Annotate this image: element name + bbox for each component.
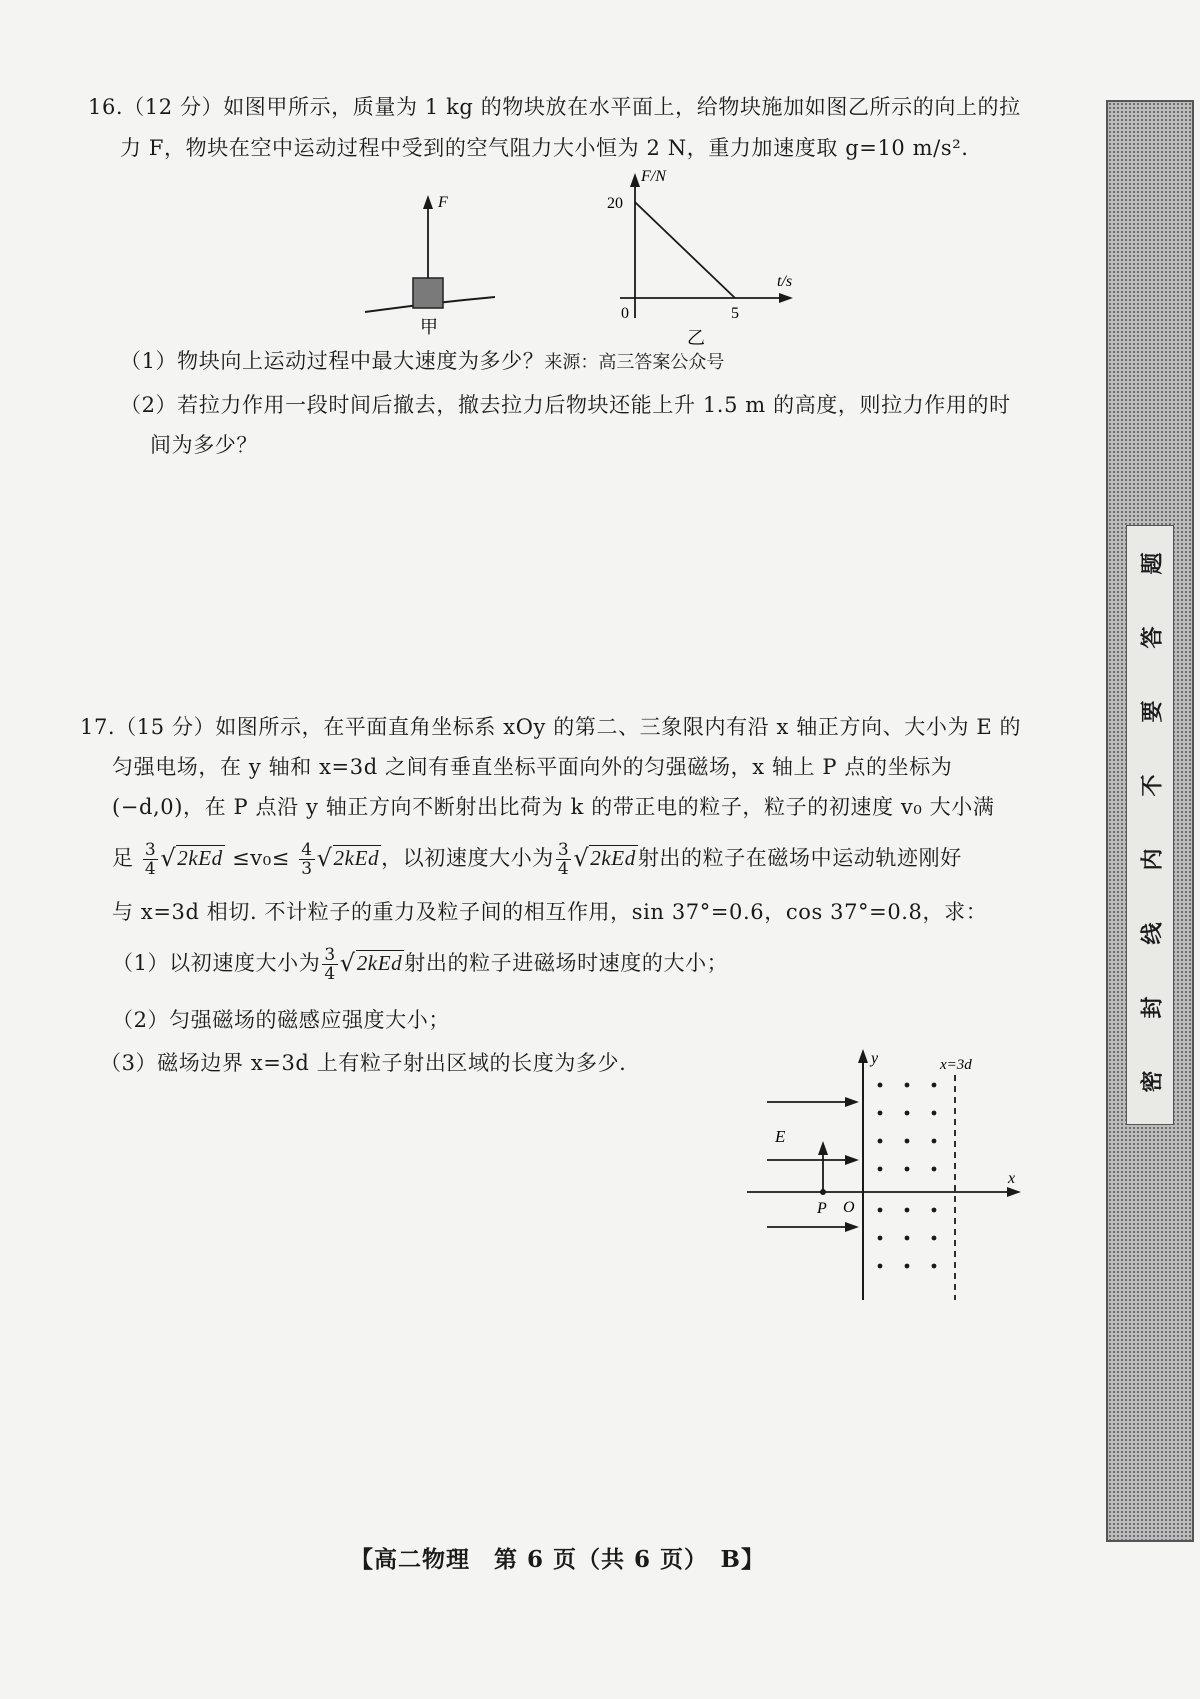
seal-label-box — [1126, 525, 1174, 1125]
q17-stem-line2: 匀强电场，在 y 轴和 x=3d 之间有垂直坐标平面向外的匀强磁场，x 轴上 P 点的坐标为 — [112, 755, 953, 779]
q17-sub2: （2）匀强磁场的磁感应强度大小； — [112, 1008, 450, 1032]
magnetic-field-dot — [932, 1083, 937, 1088]
q17-stem-line5: 与 x=3d 相切. 不计粒子的重力及粒子间的相互作用，sin 37°=0.6，cos 37°=0.8，求： — [112, 900, 988, 924]
seal-char: 线 — [1140, 922, 1166, 945]
fraction-three-quarters — [143, 841, 158, 878]
magnetic-field-dot — [905, 1111, 910, 1116]
origin-label: O — [843, 1199, 855, 1216]
q17-line4-end: 射出的粒子在磁场中运动轨迹刚好 — [637, 846, 962, 870]
q17-line4-pre: 足 — [112, 846, 134, 870]
magnetic-field-dot — [878, 1208, 883, 1213]
radicand: 2kEd — [333, 846, 380, 870]
initial-velocity-arrow-head — [818, 1141, 828, 1155]
seal-char: 内 — [1140, 848, 1166, 871]
magnetic-field-dot — [932, 1139, 937, 1144]
y-axis-label: y — [871, 1050, 879, 1067]
magnetic-field-dot — [878, 1236, 883, 1241]
y-axis-arrow — [858, 1049, 868, 1063]
radicand: 2kEd — [356, 951, 403, 975]
q17-sub1-pre: （1）以初速度大小为 — [112, 951, 321, 975]
source-note: 来源：高三答案公众号 — [544, 352, 725, 373]
chart-caption: 乙 — [687, 328, 705, 345]
magnetic-field-dot — [905, 1208, 910, 1213]
point-P-label: P — [817, 1200, 827, 1217]
sqrt-symbol: √ — [316, 844, 333, 872]
figure-field-diagram — [745, 1045, 1025, 1305]
sqrt-symbol: √ — [339, 949, 356, 977]
chart-x-axis-arrow — [779, 293, 793, 303]
chart-y-axis-arrow — [630, 173, 640, 187]
seal-char: 要 — [1140, 700, 1166, 723]
q17-line4-post: ，以初速度大小为 — [381, 846, 554, 870]
q16-sub1 — [120, 346, 724, 378]
chart-y-label: F/N — [641, 170, 666, 185]
magnetic-field-dot — [905, 1236, 910, 1241]
page-footer: 【高二物理 第 6 页（共 6 页） B】 — [350, 1546, 765, 1573]
q17-line4-mid: ≤v₀≤ — [232, 846, 290, 870]
magnetic-field-dot — [905, 1139, 910, 1144]
frac-denominator: 4 — [557, 859, 570, 879]
q16-sub2-line1: （2）若拉力作用一段时间后撤去，撤去拉力后物块还能上升 1.5 m 的高度，则拉力作用的时 — [120, 393, 1011, 417]
fraction-four-thirds — [299, 841, 314, 878]
seal-char: 密 — [1140, 1070, 1166, 1093]
q16-sub2-line2: 间为多少？ — [150, 433, 258, 457]
force-label: F — [438, 194, 448, 211]
q16-sub1-text: （1）物块向上运动过程中最大速度为多少？ — [120, 349, 545, 373]
point-P — [820, 1189, 826, 1195]
magnetic-field-dot — [878, 1139, 883, 1144]
magnetic-field-dot — [932, 1208, 937, 1213]
fraction-three-quarters — [322, 946, 337, 983]
x-axis-label: x — [1008, 1170, 1016, 1187]
x-axis-arrow — [1007, 1187, 1021, 1197]
radicand: 2kEd — [590, 846, 636, 870]
sqrt-symbol: √ — [160, 844, 177, 872]
seal-char: 题 — [1140, 552, 1166, 575]
chart-series-line — [635, 202, 735, 298]
magnetic-field-dot — [932, 1167, 937, 1172]
q17-stem-line3: (−d,0)，在 P 点沿 y 轴正方向不断射出比荷为 k 的带正电的粒子，粒子的初速度 v₀ 大小满 — [112, 795, 995, 819]
force-arrow-head — [423, 195, 433, 209]
frac-denominator: 4 — [144, 859, 157, 879]
magnetic-field-dot — [932, 1111, 937, 1116]
figure-yi-chart — [595, 170, 795, 345]
chart-x-label: t/s — [777, 273, 793, 290]
q17-sub1-post: 射出的粒子进磁场时速度的大小； — [404, 951, 729, 975]
frac-numerator: 4 — [301, 840, 313, 860]
frac-numerator: 3 — [144, 840, 157, 860]
frac-denominator: 4 — [324, 964, 336, 984]
field-label-E: E — [775, 1127, 786, 1146]
magnetic-field-dot — [878, 1264, 883, 1269]
magnetic-field-dot — [905, 1083, 910, 1088]
radicand: 2kEd — [177, 846, 223, 870]
figure-jia-caption: 甲 — [420, 317, 438, 335]
magnetic-field-dot — [932, 1264, 937, 1269]
chart-tick-label: 20 — [607, 195, 623, 213]
q17-stem-line1: 17.（15 分）如图所示，在平面直角坐标系 xOy 的第二、三象限内有沿 x 轴正方向、大小为 E 的 — [80, 715, 1022, 739]
magnetic-field-dots — [878, 1083, 937, 1269]
q17-sub1 — [112, 940, 728, 986]
q16-stem-line2: 力 F，物块在空中运动过程中受到的空气阻力大小恒为 2 N，重力加速度取 g=10 m/s². — [120, 136, 969, 160]
magnetic-field-dot — [905, 1264, 910, 1269]
frac-denominator: 3 — [301, 859, 313, 879]
figure-jia — [360, 185, 500, 335]
magnetic-field-dot — [932, 1236, 937, 1241]
magnetic-field-dot — [905, 1167, 910, 1172]
chart-tick-label: 5 — [731, 305, 739, 322]
q17-stem-line4 — [112, 835, 962, 881]
magnetic-field-dot — [878, 1083, 883, 1088]
q17-sub3: （3）磁场边界 x=3d 上有粒子射出区域的长度为多少. — [100, 1051, 627, 1075]
frac-numerator: 3 — [557, 840, 570, 860]
frac-numerator: 3 — [324, 945, 336, 965]
seal-char: 封 — [1140, 996, 1166, 1019]
chart-tick-label: 0 — [621, 305, 629, 322]
block — [413, 278, 443, 308]
fraction-three-quarters — [556, 841, 571, 878]
boundary-label: x=3d — [940, 1057, 972, 1073]
magnetic-field-dot — [878, 1167, 883, 1172]
sqrt-symbol: √ — [573, 844, 590, 872]
seal-char: 答 — [1140, 626, 1166, 649]
magnetic-field-dot — [878, 1111, 883, 1116]
seal-char: 不 — [1140, 774, 1166, 797]
q16-stem-line1: 16.（12 分）如图甲所示，质量为 1 kg 的物块放在水平面上，给物块施加如图乙所示的向上的拉 — [88, 95, 1021, 119]
